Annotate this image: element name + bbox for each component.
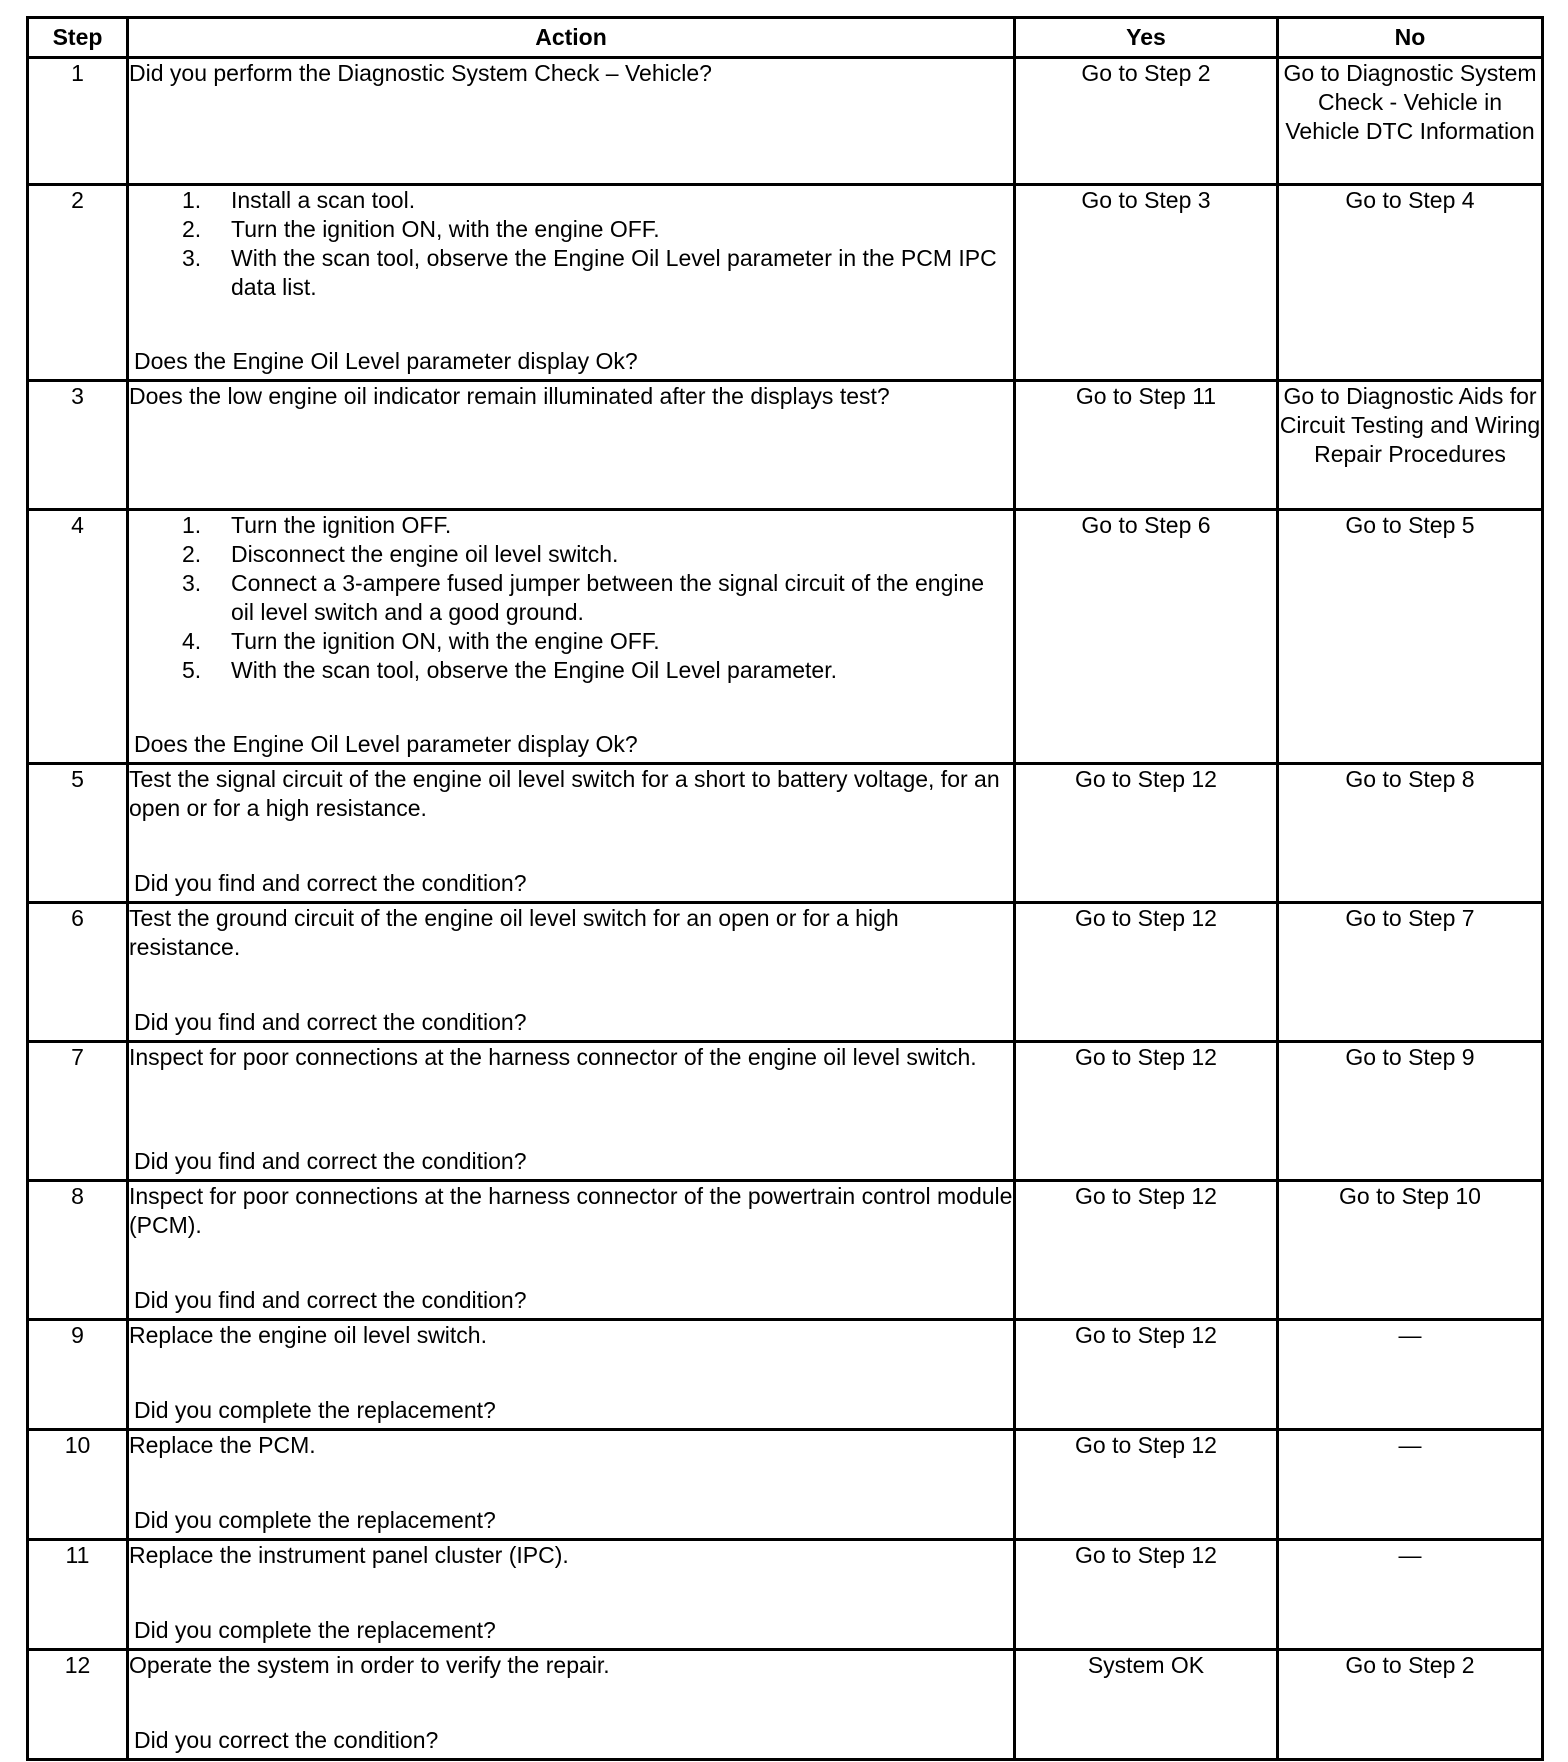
- action-question: Did you complete the replacement?: [134, 1617, 496, 1643]
- list-item: [129, 186, 1013, 215]
- action-cell: [128, 1650, 1015, 1760]
- header-no: No: [1278, 18, 1543, 58]
- yes-result: Go to Step 12: [1015, 1540, 1278, 1650]
- action-text: Inspect for poor connections at the harness connector of the powertrain control module (PCM).: [129, 1183, 1013, 1238]
- list-item-text: Install a scan tool.: [231, 187, 416, 213]
- header-step: Step: [28, 18, 128, 58]
- header-row: [28, 18, 1543, 58]
- list-item: [129, 569, 1013, 627]
- list-item-text: Turn the ignition OFF.: [231, 512, 452, 538]
- diagnostic-table: [26, 16, 1544, 1761]
- list-item-text: Turn the ignition ON, with the engine OFF.: [231, 628, 660, 654]
- action-text: Did you perform the Diagnostic System Check – Vehicle?: [129, 60, 712, 86]
- table-row: [28, 903, 1543, 1042]
- action-text: Does the low engine oil indicator remain illuminated after the displays test?: [129, 383, 890, 409]
- table-row: [28, 1430, 1543, 1540]
- action-cell: [128, 185, 1015, 381]
- yes-result: Go to Step 12: [1015, 764, 1278, 903]
- step-number: 6: [28, 903, 128, 1042]
- action-text: Operate the system in order to verify the repair.: [129, 1652, 610, 1678]
- action-question: Did you find and correct the condition?: [134, 1287, 527, 1313]
- step-number: 2: [28, 185, 128, 381]
- list-item: [129, 540, 1013, 569]
- no-result: Go to Diagnostic Aids for Circuit Testing and Wiring Repair Procedures: [1278, 381, 1543, 510]
- table-body: [28, 58, 1543, 1760]
- list-item-text: With the scan tool, observe the Engine Oil Level parameter in the PCM IPC data list.: [231, 245, 997, 300]
- table-row: [28, 510, 1543, 764]
- yes-result: Go to Step 12: [1015, 1320, 1278, 1430]
- action-cell: [128, 1540, 1015, 1650]
- no-result: Go to Step 4: [1278, 185, 1543, 381]
- yes-result: Go to Step 12: [1015, 903, 1278, 1042]
- yes-result: Go to Step 2: [1015, 58, 1278, 185]
- no-result: Go to Step 10: [1278, 1181, 1543, 1320]
- action-question: Did you find and correct the condition?: [134, 870, 527, 896]
- action-question: Did you complete the replacement?: [134, 1397, 496, 1423]
- action-cell: [128, 764, 1015, 903]
- step-number: 11: [28, 1540, 128, 1650]
- table-row: [28, 58, 1543, 185]
- list-item-number: 1.: [182, 187, 202, 213]
- list-item-number: 3.: [182, 570, 202, 596]
- table-row: [28, 1540, 1543, 1650]
- no-result: Go to Step 5: [1278, 510, 1543, 764]
- action-question: Does the Engine Oil Level parameter display Ok?: [134, 348, 638, 374]
- list-item: [129, 511, 1013, 540]
- header-action: Action: [128, 18, 1015, 58]
- list-item-number: 1.: [182, 512, 202, 538]
- no-result: Go to Step 7: [1278, 903, 1543, 1042]
- yes-result: Go to Step 6: [1015, 510, 1278, 764]
- table-row: [28, 1181, 1543, 1320]
- no-result: Go to Diagnostic System Check - Vehicle in Vehicle DTC Information: [1278, 58, 1543, 185]
- yes-result: Go to Step 12: [1015, 1181, 1278, 1320]
- list-item: [129, 215, 1013, 244]
- action-text: Inspect for poor connections at the harness connector of the engine oil level switch.: [129, 1044, 977, 1070]
- header-yes: Yes: [1015, 18, 1278, 58]
- action-text: Test the ground circuit of the engine oil level switch for an open or for a high resistance.: [129, 905, 899, 960]
- yes-result: Go to Step 3: [1015, 185, 1278, 381]
- action-cell: [128, 1042, 1015, 1181]
- action-text: Test the signal circuit of the engine oil level switch for a short to battery voltage, for an open or for a high resistance.: [129, 766, 1000, 821]
- table-row: [28, 1650, 1543, 1760]
- list-item-text: Disconnect the engine oil level switch.: [231, 541, 619, 567]
- list-item-number: 5.: [182, 657, 202, 683]
- step-number: 10: [28, 1430, 128, 1540]
- list-item-number: 3.: [182, 245, 202, 271]
- yes-result: Go to Step 12: [1015, 1042, 1278, 1181]
- action-question: Did you find and correct the condition?: [134, 1148, 527, 1174]
- table-row: [28, 1042, 1543, 1181]
- list-item-text: Turn the ignition ON, with the engine OFF.: [231, 216, 660, 242]
- action-text: Replace the PCM.: [129, 1432, 316, 1458]
- list-item-number: 2.: [182, 216, 202, 242]
- step-number: 3: [28, 381, 128, 510]
- action-cell: [128, 58, 1015, 185]
- list-item-text: With the scan tool, observe the Engine Oil Level parameter.: [231, 657, 837, 683]
- action-question: Did you complete the replacement?: [134, 1507, 496, 1533]
- action-question: Does the Engine Oil Level parameter display Ok?: [134, 731, 638, 757]
- action-cell: [128, 381, 1015, 510]
- yes-result: System OK: [1015, 1650, 1278, 1760]
- yes-result: Go to Step 12: [1015, 1430, 1278, 1540]
- action-text: Replace the instrument panel cluster (IPC).: [129, 1542, 569, 1568]
- yes-result: Go to Step 11: [1015, 381, 1278, 510]
- action-cell: [128, 510, 1015, 764]
- list-item: [129, 627, 1013, 656]
- action-cell: [128, 1181, 1015, 1320]
- action-question: Did you find and correct the condition?: [134, 1009, 527, 1035]
- list-item: [129, 244, 1013, 302]
- action-cell: [128, 1430, 1015, 1540]
- step-number: 12: [28, 1650, 128, 1760]
- action-steps-list: [129, 186, 1013, 302]
- step-number: 1: [28, 58, 128, 185]
- step-number: 8: [28, 1181, 128, 1320]
- step-number: 4: [28, 510, 128, 764]
- table-row: [28, 381, 1543, 510]
- list-item-number: 2.: [182, 541, 202, 567]
- no-result: —: [1278, 1430, 1543, 1540]
- step-number: 7: [28, 1042, 128, 1181]
- no-result: Go to Step 2: [1278, 1650, 1543, 1760]
- list-item-text: Connect a 3-ampere fused jumper between the signal circuit of the engine oil level switch and a good ground.: [231, 570, 985, 625]
- action-cell: [128, 1320, 1015, 1430]
- list-item: [129, 656, 1013, 685]
- action-cell: [128, 903, 1015, 1042]
- no-result: Go to Step 9: [1278, 1042, 1543, 1181]
- list-item-number: 4.: [182, 628, 202, 654]
- table-row: [28, 1320, 1543, 1430]
- action-question: Did you correct the condition?: [134, 1727, 439, 1753]
- no-result: —: [1278, 1540, 1543, 1650]
- table-row: [28, 764, 1543, 903]
- step-number: 9: [28, 1320, 128, 1430]
- step-number: 5: [28, 764, 128, 903]
- table-row: [28, 185, 1543, 381]
- action-steps-list: [129, 511, 1013, 685]
- no-result: Go to Step 8: [1278, 764, 1543, 903]
- action-text: Replace the engine oil level switch.: [129, 1322, 487, 1348]
- no-result: —: [1278, 1320, 1543, 1430]
